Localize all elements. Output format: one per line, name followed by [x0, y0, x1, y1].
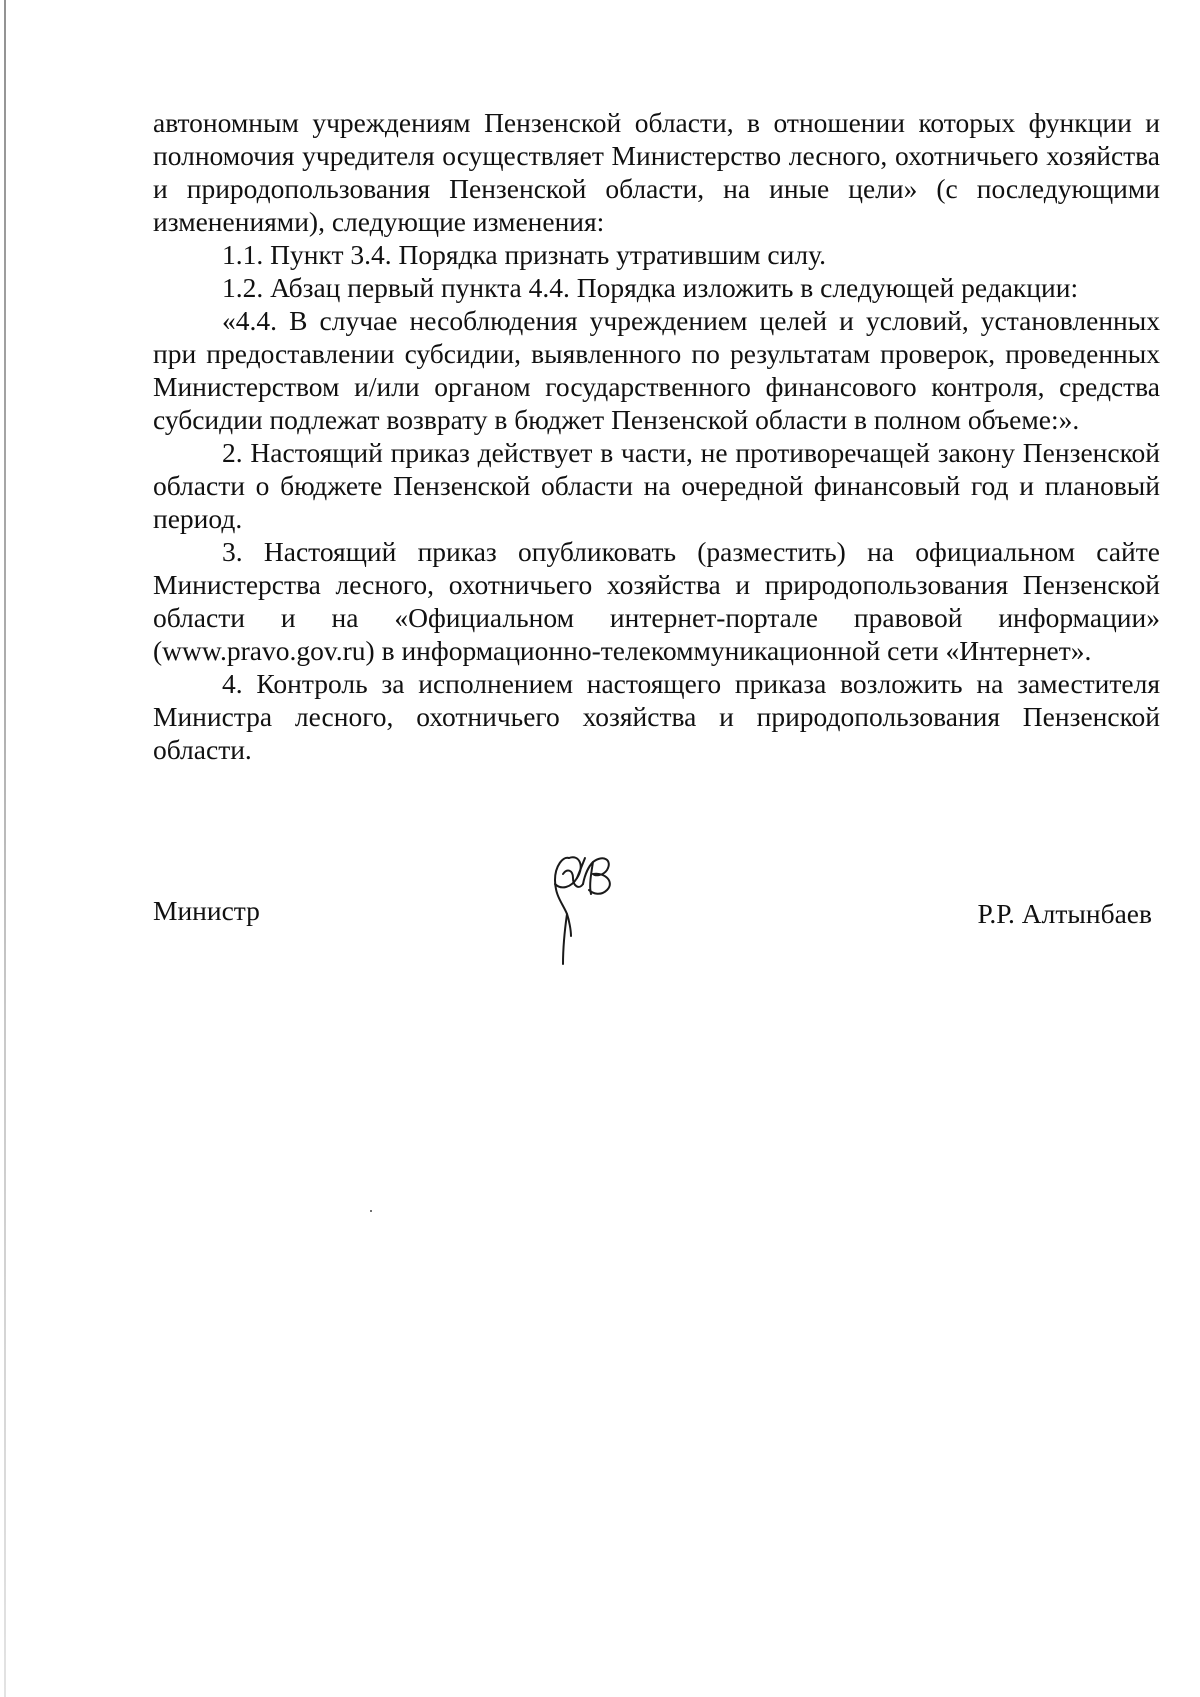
paragraph-intro-continuation: автономным учреждениям Пензенской области, в отношении которых функции и полномочия учредителя осуществляет Министерство лесного, охотничьего хозяйства и природопользования Пензенской области, на иные цели» (с последующими изменениями), следующие изменения: — [153, 107, 1160, 237]
handwritten-signature — [533, 844, 623, 974]
paragraph-item-2: 2. Настоящий приказ действует в части, не противоречащей закону Пензенской области о бюджете Пензенской области на очередной финансовый год и плановый период. — [153, 437, 1160, 534]
paragraph-item-3: 3. Настоящий приказ опубликовать (разместить) на официальном сайте Министерства лесного, охотничьего хозяйства и природопользования Пензенской области и на «Официальном интернет-портале правовой информации» (www.pravo.gov.ru) в информационно-телекоммуникационной сети «Интернет». — [153, 536, 1160, 666]
signer-name: Р.Р. Алтынбаев — [977, 898, 1152, 929]
paragraph-item-1-1: 1.1. Пункт 3.4. Порядка признать утратившим силу. — [222, 239, 826, 270]
paragraph-item-1-2: 1.2. Абзац первый пункта 4.4. Порядка изложить в следующей редакции: — [222, 272, 1079, 303]
scan-left-edge — [4, 0, 6, 1697]
scan-speck — [370, 1210, 372, 1212]
signature-block — [153, 880, 1160, 1000]
signer-position: Министр — [153, 895, 260, 926]
document-body — [153, 106, 1160, 766]
paragraph-quoted-4-4: «4.4. В случае несоблюдения учреждением целей и условий, установленных при предоставлении субсидии, выявленного по результатам проверок, проведенных Министерством и/или органом государственного финансового контроля, средства субсидии подлежат возврату в бюджет Пензенской области в полном объеме:». — [153, 305, 1160, 435]
paragraph-item-4: 4. Контроль за исполнением настоящего приказа возложить на заместителя Министра лесного, охотничьего хозяйства и природопользования Пензенской области. — [153, 668, 1160, 765]
